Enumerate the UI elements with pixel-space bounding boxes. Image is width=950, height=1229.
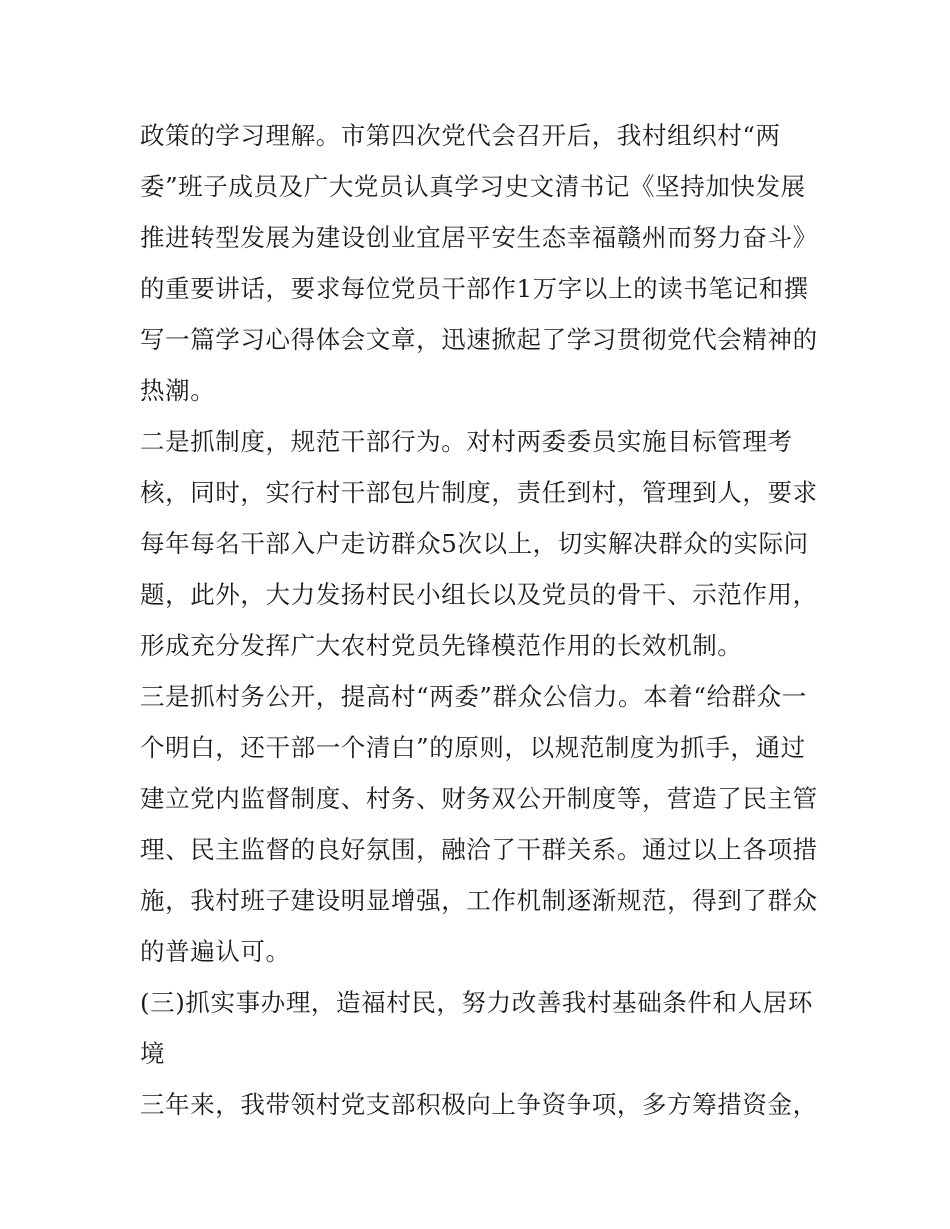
text-line: 的重要讲话，要求每位党员干部作1万字以上的读书笔记和撰 bbox=[140, 274, 809, 303]
text-line: 的普遍认可。 bbox=[140, 937, 291, 966]
text-line: 二是抓制度，规范干部行为。对村两委委员实施目标管理考 bbox=[140, 427, 793, 456]
text-line: 三年来，我带领村党支部积极向上争资争项，多方筹措资金， bbox=[140, 1090, 818, 1119]
text-line: 题，此外，大力发扬村民小组长以及党员的骨干、示范作用， bbox=[140, 580, 818, 609]
text-line: 热潮。 bbox=[140, 376, 216, 405]
text-line: 写一篇学习心得体会文章，迅速掀起了学习贯彻党代会精神的 bbox=[140, 325, 818, 354]
text-line: 建立党内监督制度、村务、财务双公开制度等，营造了民主管 bbox=[140, 784, 818, 813]
text-line: 境 bbox=[140, 1039, 166, 1068]
body-text bbox=[140, 110, 830, 1130]
text-line: 形成充分发挥广大农村党员先锋模范作用的长效机制。 bbox=[140, 631, 743, 660]
text-line: 每年每名干部入户走访群众5次以上，切实解决群众的实际问 bbox=[140, 529, 809, 558]
text-line: 三是抓村务公开，提高村“两委”群众公信力。本着“给群众一 bbox=[140, 682, 807, 711]
text-line: (三)抓实事办理，造福村民，努力改善我村基础条件和人居环 bbox=[140, 988, 813, 1017]
text-line: 核，同时，实行村干部包片制度，责任到村，管理到人，要求 bbox=[140, 478, 818, 507]
text-line: 个明白，还干部一个清白”的原则，以规范制度为抓手，通过 bbox=[140, 733, 806, 762]
text-line: 理、民主监督的良好氛围，融洽了干群关系。通过以上各项措 bbox=[140, 835, 818, 864]
text-line: 施，我村班子建设明显增强，工作机制逐渐规范，得到了群众 bbox=[140, 886, 818, 915]
text-line: 政策的学习理解。市第四次党代会召开后，我村组织村“两 bbox=[140, 121, 781, 150]
text-line: 推进转型发展为建设创业宜居平安生态幸福赣州而努力奋斗》 bbox=[140, 223, 818, 252]
text-line: 委”班子成员及广大党员认真学习史文清书记《坚持加快发展 bbox=[140, 172, 806, 201]
